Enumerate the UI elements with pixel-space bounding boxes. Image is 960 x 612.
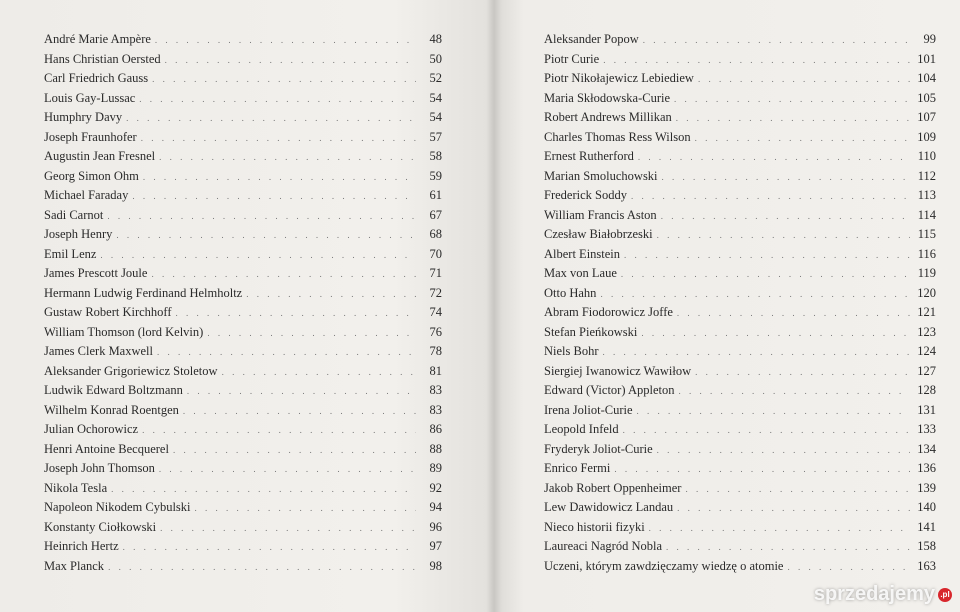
leader-dots bbox=[603, 347, 910, 357]
entry-page: 107 bbox=[917, 110, 936, 124]
leader-dots bbox=[698, 74, 910, 84]
leader-dots bbox=[666, 542, 910, 552]
toc-entry bbox=[44, 52, 442, 72]
toc-entry bbox=[544, 110, 936, 130]
toc-entry bbox=[544, 247, 936, 267]
entry-page: 83 bbox=[429, 402, 442, 417]
entry-name: William Thomson (lord Kelvin) bbox=[44, 324, 204, 339]
entry-page: 124 bbox=[917, 344, 936, 358]
leader-dots bbox=[643, 35, 910, 45]
entry-name: Humphry Davy bbox=[44, 110, 123, 124]
entry-name: Emil Lenz bbox=[44, 246, 97, 261]
entry-name: Aleksander Popow bbox=[544, 32, 639, 46]
entry-name: Frederick Soddy bbox=[544, 188, 627, 202]
toc-entry bbox=[544, 130, 936, 150]
leader-dots bbox=[116, 230, 416, 240]
toc-entry bbox=[544, 520, 936, 540]
entry-name: Stefan Pieńkowski bbox=[544, 324, 638, 339]
entry-name: Henri Antoine Becquerel bbox=[44, 441, 169, 456]
entry-page: 116 bbox=[917, 246, 936, 261]
leader-dots bbox=[159, 152, 416, 162]
entry-page: 98 bbox=[429, 558, 442, 573]
leader-dots bbox=[126, 113, 416, 123]
leader-dots bbox=[787, 562, 910, 572]
leader-dots bbox=[603, 55, 910, 65]
entry-page: 128 bbox=[917, 383, 936, 397]
toc-entry bbox=[544, 91, 936, 111]
leader-dots bbox=[108, 562, 416, 572]
entry-name: Hermann Ludwig Ferdinand Helmholtz bbox=[44, 285, 243, 300]
leader-dots bbox=[187, 386, 416, 396]
toc-entry bbox=[44, 110, 442, 130]
toc-entry bbox=[544, 208, 936, 228]
leader-dots bbox=[614, 464, 910, 474]
watermark-text: sprzedajemy bbox=[813, 583, 935, 605]
leader-dots bbox=[207, 328, 416, 338]
toc-entry bbox=[544, 422, 936, 442]
toc-entry bbox=[544, 188, 936, 208]
entry-page: 57 bbox=[429, 129, 442, 144]
toc-entry bbox=[544, 71, 936, 91]
entry-name: Louis Gay-Lussac bbox=[44, 90, 136, 105]
entry-page: 121 bbox=[917, 305, 936, 319]
leader-dots bbox=[107, 211, 416, 221]
entry-name: James Prescott Joule bbox=[44, 266, 148, 280]
toc-entry bbox=[44, 188, 442, 208]
toc-entry bbox=[544, 364, 936, 384]
leader-dots bbox=[222, 367, 416, 377]
leader-dots bbox=[100, 250, 416, 260]
entry-name: Ludwik Edward Boltzmann bbox=[44, 383, 183, 397]
entry-page: 71 bbox=[429, 266, 442, 280]
entry-name: Napoleon Nikodem Cybulski bbox=[44, 500, 191, 514]
entry-name: Enrico Fermi bbox=[544, 461, 611, 475]
entry-name: Heinrich Hertz bbox=[44, 539, 119, 553]
toc-entry bbox=[544, 305, 936, 325]
toc-entry bbox=[544, 403, 936, 423]
entry-page: 97 bbox=[429, 539, 442, 553]
leader-dots bbox=[637, 406, 910, 416]
toc-entry bbox=[44, 364, 442, 384]
entry-name: Sadi Carnot bbox=[44, 207, 104, 222]
leader-dots bbox=[246, 289, 416, 299]
entry-page: 54 bbox=[429, 90, 442, 105]
toc-entry bbox=[44, 403, 442, 423]
leader-dots bbox=[176, 308, 416, 318]
entry-page: 76 bbox=[429, 324, 442, 339]
entry-page: 86 bbox=[429, 422, 442, 436]
entry-name: Julian Ochorowicz bbox=[44, 422, 139, 436]
toc-entry bbox=[44, 208, 442, 228]
entry-page: 70 bbox=[429, 246, 442, 261]
toc-entry bbox=[544, 227, 936, 247]
entry-name: Joseph John Thomson bbox=[44, 461, 155, 475]
toc-entry bbox=[44, 383, 442, 403]
leader-dots bbox=[173, 445, 416, 455]
entry-page: 50 bbox=[429, 51, 442, 66]
entry-name: Max Planck bbox=[44, 558, 105, 573]
toc-entry bbox=[44, 149, 442, 169]
entry-name: William Francis Aston bbox=[544, 207, 657, 222]
entry-page: 99 bbox=[923, 32, 936, 46]
toc-entry bbox=[44, 325, 442, 345]
leader-dots bbox=[195, 503, 416, 513]
entry-page: 112 bbox=[917, 168, 936, 183]
entry-page: 120 bbox=[917, 285, 936, 300]
leader-dots bbox=[151, 269, 416, 279]
entry-page: 131 bbox=[917, 402, 936, 417]
watermark-badge-icon: .pl bbox=[938, 588, 952, 602]
right-toc-list bbox=[544, 32, 936, 578]
leader-dots bbox=[624, 250, 910, 260]
entry-page: 105 bbox=[917, 90, 936, 105]
entry-name: Czesław Białobrzeski bbox=[544, 227, 653, 241]
entry-name: Jakob Robert Oppenheimer bbox=[544, 480, 682, 495]
leader-dots bbox=[695, 367, 910, 377]
toc-entry bbox=[544, 344, 936, 364]
entry-name: Fryderyk Joliot-Curie bbox=[544, 441, 653, 456]
entry-name: Robert Andrews Millikan bbox=[544, 110, 672, 124]
entry-page: 158 bbox=[917, 539, 936, 553]
toc-entry bbox=[544, 461, 936, 481]
toc-entry bbox=[44, 286, 442, 306]
leader-dots bbox=[152, 74, 416, 84]
toc-entry bbox=[544, 559, 936, 579]
leader-dots bbox=[159, 464, 416, 474]
toc-entry bbox=[44, 344, 442, 364]
leader-dots bbox=[678, 386, 910, 396]
entry-name: Otto Hahn bbox=[544, 285, 597, 300]
entry-name: James Clerk Maxwell bbox=[44, 344, 154, 358]
entry-page: 61 bbox=[429, 188, 442, 202]
entry-page: 54 bbox=[429, 110, 442, 124]
leader-dots bbox=[641, 328, 910, 338]
toc-entry bbox=[44, 500, 442, 520]
entry-page: 109 bbox=[917, 129, 936, 144]
entry-name: Joseph Fraunhofer bbox=[44, 129, 137, 144]
entry-page: 74 bbox=[429, 305, 442, 319]
entry-page: 134 bbox=[917, 441, 936, 456]
leader-dots bbox=[695, 133, 910, 143]
entry-name: Leopold Infeld bbox=[544, 422, 619, 436]
entry-name: Hans Christian Oersted bbox=[44, 51, 161, 66]
entry-page: 83 bbox=[429, 383, 442, 397]
leader-dots bbox=[157, 347, 416, 357]
leader-dots bbox=[141, 133, 416, 143]
entry-name: Konstanty Ciołkowski bbox=[44, 519, 157, 534]
toc-entry bbox=[544, 32, 936, 52]
entry-name: Nikola Tesla bbox=[44, 480, 108, 495]
entry-page: 88 bbox=[429, 441, 442, 456]
toc-entry bbox=[44, 422, 442, 442]
toc-entry bbox=[544, 286, 936, 306]
entry-page: 101 bbox=[917, 51, 936, 66]
leader-dots bbox=[662, 172, 910, 182]
entry-name: Niels Bohr bbox=[544, 344, 599, 358]
leader-dots bbox=[111, 484, 416, 494]
entry-page: 110 bbox=[917, 149, 936, 163]
leader-dots bbox=[165, 55, 416, 65]
entry-name: Abram Fiodorowicz Joffe bbox=[544, 305, 673, 319]
entry-page: 113 bbox=[917, 188, 936, 202]
entry-page: 58 bbox=[429, 149, 442, 163]
left-toc-list bbox=[44, 32, 442, 578]
toc-entry bbox=[544, 325, 936, 345]
toc-entry bbox=[44, 169, 442, 189]
leader-dots bbox=[123, 542, 416, 552]
entry-name: Carl Friedrich Gauss bbox=[44, 71, 149, 85]
leader-dots bbox=[623, 425, 910, 435]
entry-page: 127 bbox=[917, 363, 936, 378]
entry-page: 68 bbox=[429, 227, 442, 241]
entry-page: 139 bbox=[917, 480, 936, 495]
entry-page: 72 bbox=[429, 285, 442, 300]
toc-entry bbox=[44, 461, 442, 481]
entry-name: Michael Faraday bbox=[44, 188, 129, 202]
site-watermark bbox=[814, 583, 952, 606]
toc-entry bbox=[44, 481, 442, 501]
entry-page: 78 bbox=[429, 344, 442, 358]
entry-page: 104 bbox=[917, 71, 936, 85]
leader-dots bbox=[677, 308, 910, 318]
leader-dots bbox=[600, 289, 910, 299]
entry-page: 67 bbox=[429, 207, 442, 222]
entry-name: Ernest Rutherford bbox=[544, 149, 634, 163]
entry-name: Nieco historii fizyki bbox=[544, 519, 645, 534]
entry-name: Siergiej Iwanowicz Wawiłow bbox=[544, 363, 692, 378]
toc-entry bbox=[544, 266, 936, 286]
entry-page: 52 bbox=[429, 71, 442, 85]
leader-dots bbox=[649, 523, 910, 533]
toc-entry bbox=[44, 91, 442, 111]
entry-name: Charles Thomas Ress Wilson bbox=[544, 129, 691, 144]
entry-page: 48 bbox=[429, 32, 442, 46]
leader-dots bbox=[676, 113, 910, 123]
entry-name: Maria Skłodowska-Curie bbox=[544, 90, 671, 105]
entry-name: Joseph Henry bbox=[44, 227, 113, 241]
leader-dots bbox=[142, 425, 416, 435]
leader-dots bbox=[132, 191, 416, 201]
toc-entry bbox=[44, 539, 442, 559]
entry-page: 141 bbox=[917, 519, 936, 534]
entry-name: Piotr Nikołajewicz Lebiediew bbox=[544, 71, 694, 85]
entry-page: 92 bbox=[429, 480, 442, 495]
leader-dots bbox=[638, 152, 910, 162]
entry-page: 59 bbox=[429, 168, 442, 183]
entry-name: Laureaci Nagród Nobla bbox=[544, 539, 662, 553]
entry-name: Wilhelm Konrad Roentgen bbox=[44, 402, 179, 417]
entry-page: 81 bbox=[429, 363, 442, 378]
toc-entry bbox=[44, 32, 442, 52]
entry-name: André Marie Ampère bbox=[44, 32, 151, 46]
entry-page: 136 bbox=[917, 461, 936, 475]
toc-entry bbox=[544, 169, 936, 189]
toc-entry bbox=[44, 71, 442, 91]
leader-dots bbox=[155, 35, 416, 45]
entry-name: Aleksander Grigoriewicz Stoletow bbox=[44, 363, 218, 378]
leader-dots bbox=[139, 94, 416, 104]
entry-name: Uczeni, którym zawdzięczamy wiedzę o atomie bbox=[544, 558, 784, 573]
entry-name: Albert Einstein bbox=[544, 246, 621, 261]
leader-dots bbox=[143, 172, 416, 182]
toc-entry bbox=[44, 130, 442, 150]
leader-dots bbox=[685, 484, 910, 494]
leader-dots bbox=[160, 523, 416, 533]
entry-page: 140 bbox=[917, 500, 936, 514]
leader-dots bbox=[674, 94, 910, 104]
toc-entry bbox=[44, 442, 442, 462]
entry-name: Marian Smoluchowski bbox=[544, 168, 658, 183]
leader-dots bbox=[657, 445, 910, 455]
entry-page: 96 bbox=[429, 519, 442, 534]
entry-page: 114 bbox=[917, 207, 936, 222]
entry-name: Piotr Curie bbox=[544, 51, 600, 66]
entry-page: 89 bbox=[429, 461, 442, 475]
leader-dots bbox=[183, 406, 416, 416]
toc-entry bbox=[44, 247, 442, 267]
entry-page: 94 bbox=[429, 500, 442, 514]
entry-page: 123 bbox=[917, 324, 936, 339]
entry-name: Georg Simon Ohm bbox=[44, 168, 139, 183]
toc-entry bbox=[544, 52, 936, 72]
entry-name: Irena Joliot-Curie bbox=[544, 402, 633, 417]
toc-entry bbox=[544, 539, 936, 559]
entry-name: Augustin Jean Fresnel bbox=[44, 149, 156, 163]
toc-entry bbox=[544, 500, 936, 520]
leader-dots bbox=[677, 503, 910, 513]
entry-name: Gustaw Robert Kirchhoff bbox=[44, 305, 172, 319]
entry-page: 115 bbox=[917, 227, 936, 241]
entry-page: 119 bbox=[917, 266, 936, 280]
leader-dots bbox=[621, 269, 910, 279]
entry-page: 163 bbox=[917, 558, 936, 573]
entry-name: Lew Dawidowicz Landau bbox=[544, 500, 674, 514]
leader-dots bbox=[661, 211, 910, 221]
toc-entry bbox=[44, 305, 442, 325]
toc-entry bbox=[44, 559, 442, 579]
leader-dots bbox=[657, 230, 910, 240]
entry-name: Max von Laue bbox=[544, 266, 617, 280]
toc-entry bbox=[544, 383, 936, 403]
toc-entry bbox=[44, 227, 442, 247]
toc-entry bbox=[544, 481, 936, 501]
entry-name: Edward (Victor) Appleton bbox=[544, 383, 675, 397]
toc-entry bbox=[44, 266, 442, 286]
toc-entry bbox=[544, 442, 936, 462]
toc-entry bbox=[44, 520, 442, 540]
leader-dots bbox=[631, 191, 910, 201]
book-gutter bbox=[486, 0, 502, 612]
toc-entry bbox=[544, 149, 936, 169]
entry-page: 133 bbox=[917, 422, 936, 436]
